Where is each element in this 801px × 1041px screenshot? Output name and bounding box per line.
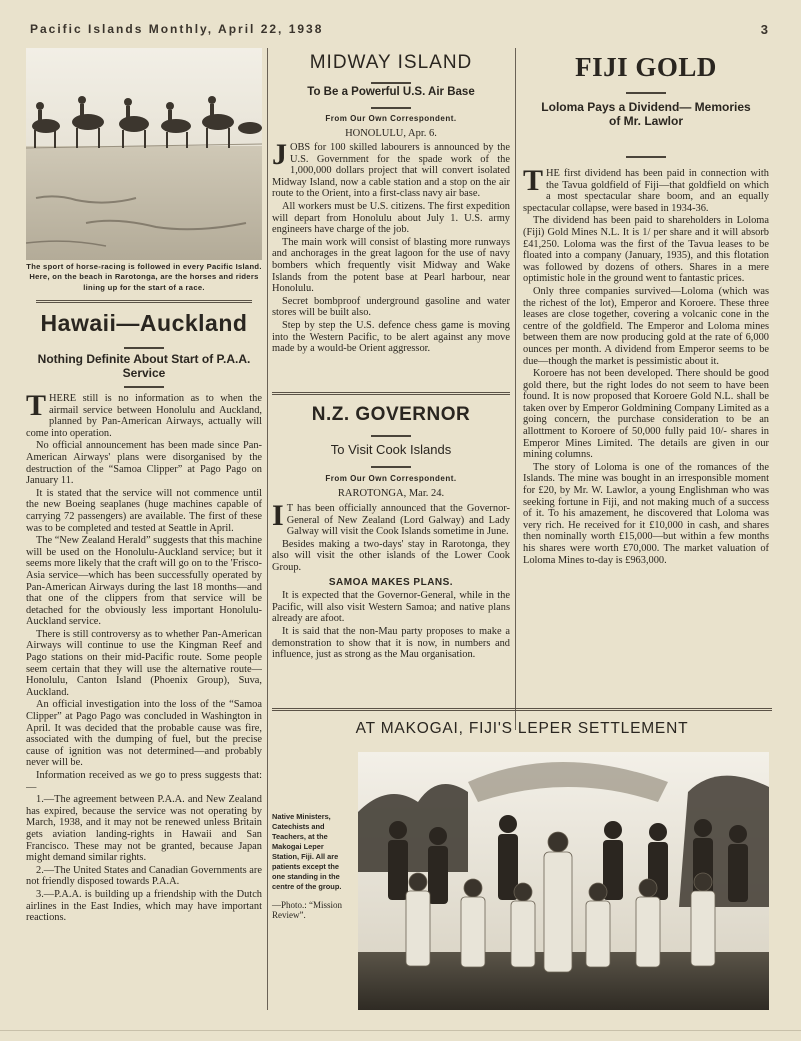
midway-subhead: To Be a Powerful U.S. Air Base bbox=[307, 86, 475, 98]
horse-photo-caption: The sport of horse-racing is followed in every Pacific Island. Here, on the beach in Rarotonga, are the horses and riders lining up for the start of a race. bbox=[26, 262, 262, 292]
makogai-headline: AT MAKOGAI, FIJI'S LEPER SETTLEMENT bbox=[355, 720, 689, 737]
nz-governor-subhead: To Visit Cook Islands bbox=[330, 442, 452, 457]
hawaii-headline: Hawaii—Auckland bbox=[40, 310, 248, 336]
fiji-gold-paragraph-2: The dividend has been paid to shareholders in Loloma (Fiji) Gold Mines N.L. It is 1/ per share and it will absorb £41,250. Loloma was the first of the Tavua leases to be floated into a company (January, 1935), and this flotation was followed by dozens of others. Shares in a mere optimistic hole in the ground went to fantastic prices. bbox=[523, 215, 769, 285]
hawaii-article-body bbox=[26, 389, 262, 925]
midway-paragraph-3: The main work will consist of blasting more runways and anchorages in the great lagoon for the use of navy bombers which frequently visit Midway and Wake Islands from the potent base at Pearl harbour, near Honolulu. bbox=[272, 236, 510, 295]
makogai-photo-credit: —Photo.: “Mission Review”. bbox=[272, 900, 343, 920]
nz-governor-paragraph-2: Besides making a two-days' stay in Rarotonga, they also will visit the other islands of the Lower Cook Group. bbox=[272, 538, 510, 573]
nz-governor-headline-rule bbox=[371, 435, 411, 437]
hawaii-paragraph-6: An official investigation into the loss of the “Samoa Clipper” at Pago Pago was concluded in Washington in April. It was decided that the probable cause was fire, associated with the dumping of fuel, but the precise cause of ignition was not determined—and probably never will be. bbox=[26, 699, 262, 769]
fiji-gold-paragraph-4: Koroere has not been developed. There should be good gold there, but the right lodes do not seem to have been found. It is now proposed that Koroere Gold N.L. shall be taken over by Emperor Goldmining Company Limited as a going concern, the purchase consideration to be an allottment to Koroere of 50,000 fully paid 10/- shares in Emperor Mines Limited. The details are given in our mining columns. bbox=[523, 368, 769, 461]
midway-article-body bbox=[272, 138, 510, 356]
hawaii-paragraph-9: 2.—The United States and Canadian Governments are not friendly disposed towards P.A.A. bbox=[26, 864, 262, 888]
hawaii-paragraph-10: 3.—P.A.A. is building up a friendship with the Dutch airlines in the East Indies, which may have important reactions. bbox=[26, 888, 262, 924]
fiji-gold-paragraph-1: THE first dividend has been paid in connection with the Tavua goldfield of Fiji—that goldfield on which a most spectacular share boom, and an equally spectacular collapse, were based in 1934-36. bbox=[523, 164, 769, 214]
midway-paragraph-1: JOBS for 100 skilled labourers is announced by the U.S. Government for the spade work of the 1,000,000 dollars project that will convert isolated Midway Island, now a cable station and a stop on the air route to the Orient, into a first-class navy air base. bbox=[272, 138, 510, 200]
midway-paragraph-5: Step by step the U.S. defence chess game is moving into the Western Pacific, to be alert against any move made by a would-be Orient aggressor. bbox=[272, 319, 510, 355]
hawaii-paragraph-1: THERE still is no information as to when the airmail service between Honolulu and Auckland, planned by Pan-American Airways, actually will come into operation. bbox=[26, 389, 262, 439]
makogai-caption-block bbox=[272, 812, 352, 920]
makogai-group-photo bbox=[358, 752, 769, 1010]
fiji-gold-paragraph-3: Only three companies survived—Loloma (which was the richest of the lot), Emperor and Koroere. These three leases are close together, covering a volcanic cone in the centre of the goldfield. The Emperor and Loloma mines between them are now producing gold at the rate of 6,000 ounces per month. A dividend from Emperor seems to be due—though the market is pessimistic about it. bbox=[523, 285, 769, 367]
right-column bbox=[521, 48, 771, 708]
fiji-gold-dropcap: T bbox=[523, 164, 544, 197]
horse-racing-photo bbox=[26, 48, 262, 260]
nz-governor-paragraph-4: It is said that the non-Mau party proposes to make a demonstration to show that it is now, in numbers and influence, just as strong as the Mau organisation. bbox=[272, 625, 510, 661]
fiji-gold-subhead: Loloma Pays a Dividend— Memories of Mr. Lawlor bbox=[541, 100, 751, 128]
nz-governor-byline: From Our Own Correspondent. bbox=[325, 474, 457, 483]
page-number: 3 bbox=[760, 22, 770, 37]
midway-paragraph-2: All workers must be U.S. citizens. The first expedition will depart from Honolulu about July 1. U.S. army engineers have charge of the job. bbox=[272, 200, 510, 236]
running-head bbox=[30, 22, 770, 40]
column-rule-right bbox=[515, 48, 516, 730]
hawaii-headline-rule bbox=[124, 347, 164, 349]
nz-governor-dateline: RAROTONGA, Mar. 24. bbox=[337, 488, 445, 499]
caption-divider bbox=[36, 300, 252, 303]
running-title: Pacific Islands Monthly, April 22, 1938 bbox=[30, 22, 324, 36]
nz-governor-dropcap: I bbox=[272, 499, 284, 532]
midway-byline: From Our Own Correspondent. bbox=[325, 114, 457, 123]
midway-headline-rule bbox=[371, 82, 411, 84]
fiji-gold-headline-rule bbox=[626, 92, 666, 94]
left-column bbox=[26, 48, 262, 1023]
middle-column bbox=[272, 48, 510, 708]
makogai-group-image bbox=[358, 752, 769, 1010]
hawaii-subhead: Nothing Definite About Start of P.A.A. Service bbox=[37, 352, 251, 380]
hawaii-subhead-rule bbox=[124, 386, 164, 388]
nz-governor-article-body bbox=[272, 499, 510, 662]
hawaii-paragraph-8: 1.—The agreement between P.A.A. and New Zealand has expired, because the service was not operating by March, 1938, and it may not be renewed unless Britain gets aviation landing-rights in Hawaii and San Francisco. These may not be granted, because Japan might demand similar rights. bbox=[26, 794, 262, 864]
section-divider-double bbox=[272, 708, 772, 711]
fiji-gold-subhead-rule bbox=[626, 156, 666, 158]
horse-racing-image bbox=[26, 48, 262, 260]
fiji-gold-headline: FIJI GOLD bbox=[575, 52, 717, 82]
hawaii-paragraph-4: The “New Zealand Herald” suggests that this machine will be used on the Honolulu-Auckland service; but it seems more likely that the craft will go on to the 'Frisco-Asia service—which has been successfully operated by Pan-American Airways during the last 18 months—and that one of the clippers from that service will be detached for the obviously less important Honolulu-Auckland service. bbox=[26, 535, 262, 628]
nz-governor-paragraph-3: It is expected that the Governor-General, while in the Pacific, will also visit Western Samoa; and native plans already are afoot. bbox=[272, 590, 510, 625]
hawaii-dropcap: T bbox=[26, 389, 47, 422]
column-rule-left bbox=[267, 48, 268, 730]
samoa-section-head: SAMOA MAKES PLANS. bbox=[328, 576, 454, 588]
midway-divider bbox=[272, 392, 510, 395]
fiji-gold-paragraph-5: The story of Loloma is one of the romances of the Islands. The mine was bought in an irresponsible moment for £20, by Mr. W. Lawlor, a young Englishman who was seeking fortune in Fiji, and not making much of a success of it. To his amazement, he discovered that Loloma was very rich. He received for it £10,000 in cash, and shares then nominally worth £15,000—but within a few months his shares were worth £70,000. The market valuation of Loloma Mines to-day is £963,000. bbox=[523, 461, 769, 566]
makogai-caption: Native Ministers, Catechists and Teachers, at the Makogai Leper Station, Fiji. All are patients except the one standing in the centre of the group. bbox=[272, 812, 342, 891]
page-bottom-edge bbox=[0, 1030, 801, 1031]
midway-dropcap: J bbox=[272, 138, 287, 171]
midway-subhead-rule bbox=[371, 107, 411, 109]
column-rule-lower bbox=[267, 730, 268, 1010]
hawaii-paragraph-2: No official announcement has been made since Pan-American Airways' plans were disorganised by the destruction of the “Samoa Clipper” at Pago Pago on January 11. bbox=[26, 440, 262, 487]
fiji-gold-article-body bbox=[523, 164, 769, 567]
midway-dateline: HONOLULU, Apr. 6. bbox=[345, 128, 437, 139]
hawaii-paragraph-3: It is stated that the service will not commence until the new Boeing seaplanes (huge machines capable of carrying 72 passengers) are available. The first of these was to be completed and tested at Seattle in April. bbox=[26, 487, 262, 534]
nz-governor-paragraph-1: I T has been officially announced that the Governor-General of New Zealand (Lord Galway) and Lady Galway will visit the Cook Islands sometime in June. bbox=[272, 499, 510, 538]
midway-headline: MIDWAY ISLAND bbox=[309, 52, 473, 73]
midway-paragraph-4: Secret bombproof underground gasoline and water stores will be built also. bbox=[272, 295, 510, 319]
hawaii-paragraph-5: There is still controversy as to whether Pan-American Airways will continue to use the Kingman Reef and Pago stations on their mid-Pacific route. Some people seem certain that they will use the alternative route—Honolulu, Canton Island (Phoenix Group), Suva, Auckland. bbox=[26, 628, 262, 698]
nz-governor-headline: N.Z. GOVERNOR bbox=[311, 404, 471, 425]
nz-governor-subhead-rule bbox=[371, 466, 411, 468]
hawaii-paragraph-7: Information received as we go to press suggests that:— bbox=[26, 770, 262, 793]
